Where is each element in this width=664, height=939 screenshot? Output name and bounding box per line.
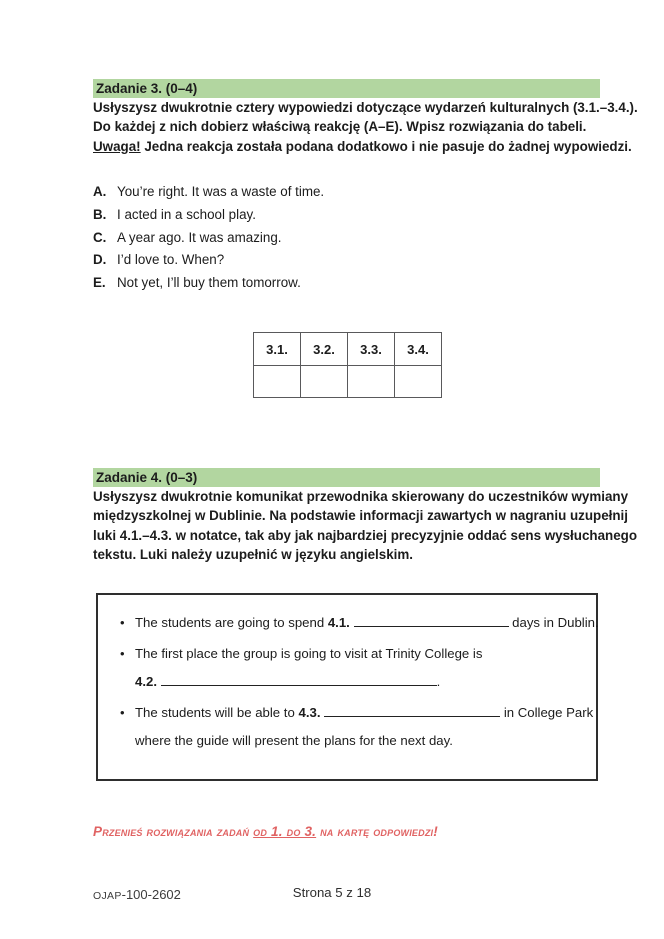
task3-note-prefix: Uwaga!: [93, 138, 141, 154]
answer-table-header-cell: 3.1.: [254, 333, 301, 366]
note-bullet-2-continuation: [120, 674, 582, 689]
task3-header: [93, 79, 600, 98]
option-letter: E.: [93, 275, 106, 291]
answer-table-answer-row: [254, 366, 442, 398]
gap-label-4-1: 4.1.: [327, 615, 350, 630]
transfer-answers-note: [93, 824, 653, 839]
page-number: Strona 5 z 18: [292, 885, 372, 900]
answer-table-header-cell: 3.2.: [301, 333, 348, 366]
task3-header-label: Zadanie 3. (0–4): [96, 81, 198, 96]
exam-code-suffix: -100-2602: [121, 887, 181, 902]
task4-note-box: [96, 593, 598, 781]
bullet-icon: •: [120, 705, 125, 720]
option-text: I acted in a school play.: [117, 206, 256, 222]
task3-instruction-line: Do każdej z nich dobierz właściwą reakcję (A–E). Wpisz rozwiązania do tabeli.: [93, 119, 587, 135]
task4-header: [93, 468, 600, 487]
gap-blank-4-3: [324, 705, 500, 717]
task3-note-line: [93, 137, 632, 156]
option-text: A year ago. It was amazing.: [117, 229, 282, 245]
answer-cell-3-2: [301, 366, 348, 398]
option-letter: C.: [93, 229, 107, 245]
note-bullet-3-continuation: [120, 733, 582, 748]
option-b: [93, 207, 600, 230]
gap-label-4-3: 4.3.: [298, 705, 321, 720]
gap-blank-4-1: [354, 615, 509, 627]
option-e: [93, 275, 600, 298]
exam-code: [93, 887, 181, 902]
option-letter: D.: [93, 252, 107, 268]
task3-options-list: [93, 184, 600, 298]
task4-instruction-line: Usłyszysz dwukrotnie komunikat przewodnika skierowany do uczestników wymiany: [93, 489, 629, 504]
note-bullet-2: [120, 646, 582, 661]
answer-cell-3-1: [254, 366, 301, 398]
option-text: I’d love to. When?: [117, 252, 225, 268]
task4-header-label: Zadanie 4. (0–3): [96, 470, 198, 485]
bullet3-line2: where the guide will present the plans for the next day.: [135, 733, 453, 748]
bullet3-pre: The students will be able to: [135, 705, 299, 720]
option-letter: B.: [93, 206, 107, 222]
bullet2-pre: The first place the group is going to visit at Trinity College is: [135, 646, 483, 661]
answer-table-header-cell: 3.3.: [348, 333, 395, 366]
bullet-icon: •: [120, 615, 125, 630]
bullet-icon: •: [120, 646, 125, 661]
bullet1-pre: The students are going to spend: [135, 615, 328, 630]
exam-code-prefix: OJAP: [93, 890, 122, 902]
answer-cell-3-3: [348, 366, 395, 398]
task3-answer-table: [253, 332, 442, 398]
gap-blank-4-2: [161, 674, 437, 686]
task4-instruction-line: międzyszkolnej w Dublinie. Na podstawie informacji zawartych w nagraniu uzupełnij: [93, 508, 628, 524]
bullet2-post: .: [436, 674, 441, 689]
task4-instructions: [93, 487, 638, 564]
option-c: [93, 230, 600, 253]
task3-instruction-line: Usłyszysz dwukrotnie cztery wypowiedzi dotyczące wydarzeń kulturalnych (3.1.–3.4.).: [93, 100, 638, 115]
option-d: [93, 252, 600, 275]
option-text: You’re right. It was a waste of time.: [117, 184, 325, 199]
answer-table-header-row: [254, 333, 442, 366]
transfer-note-underlined: od 1. do 3.: [253, 824, 317, 839]
answer-table-header-cell: 3.4.: [395, 333, 442, 366]
option-letter: A.: [93, 184, 107, 199]
bullet1-post: days in Dublin.: [508, 615, 599, 630]
task3-note-text: Jedna reakcja została podana dodatkowo i nie pasuje do żadnej wypowiedzi.: [140, 138, 632, 154]
task3-instructions: [93, 98, 638, 156]
page-footer: [0, 885, 664, 905]
transfer-note-pre: Przenieś rozwiązania zadań: [93, 824, 254, 839]
task4-instruction-line: luki 4.1.–4.3. w notatce, tak aby jak najbardziej precyzyjnie oddać sens wysłuchanego: [93, 527, 638, 543]
option-text: Not yet, I’ll buy them tomorrow.: [117, 275, 301, 291]
note-bullet-3: [120, 705, 594, 720]
note-bullet-1: [120, 615, 599, 630]
answer-cell-3-4: [395, 366, 442, 398]
gap-label-4-2: 4.2.: [135, 674, 157, 689]
transfer-note-post: na kartę odpowiedzi!: [316, 824, 438, 839]
task4-instruction-line: tekstu. Luki należy uzupełnić w języku angielskim.: [93, 546, 413, 562]
option-a: [93, 184, 600, 207]
bullet3-post: in College Park: [500, 705, 594, 720]
